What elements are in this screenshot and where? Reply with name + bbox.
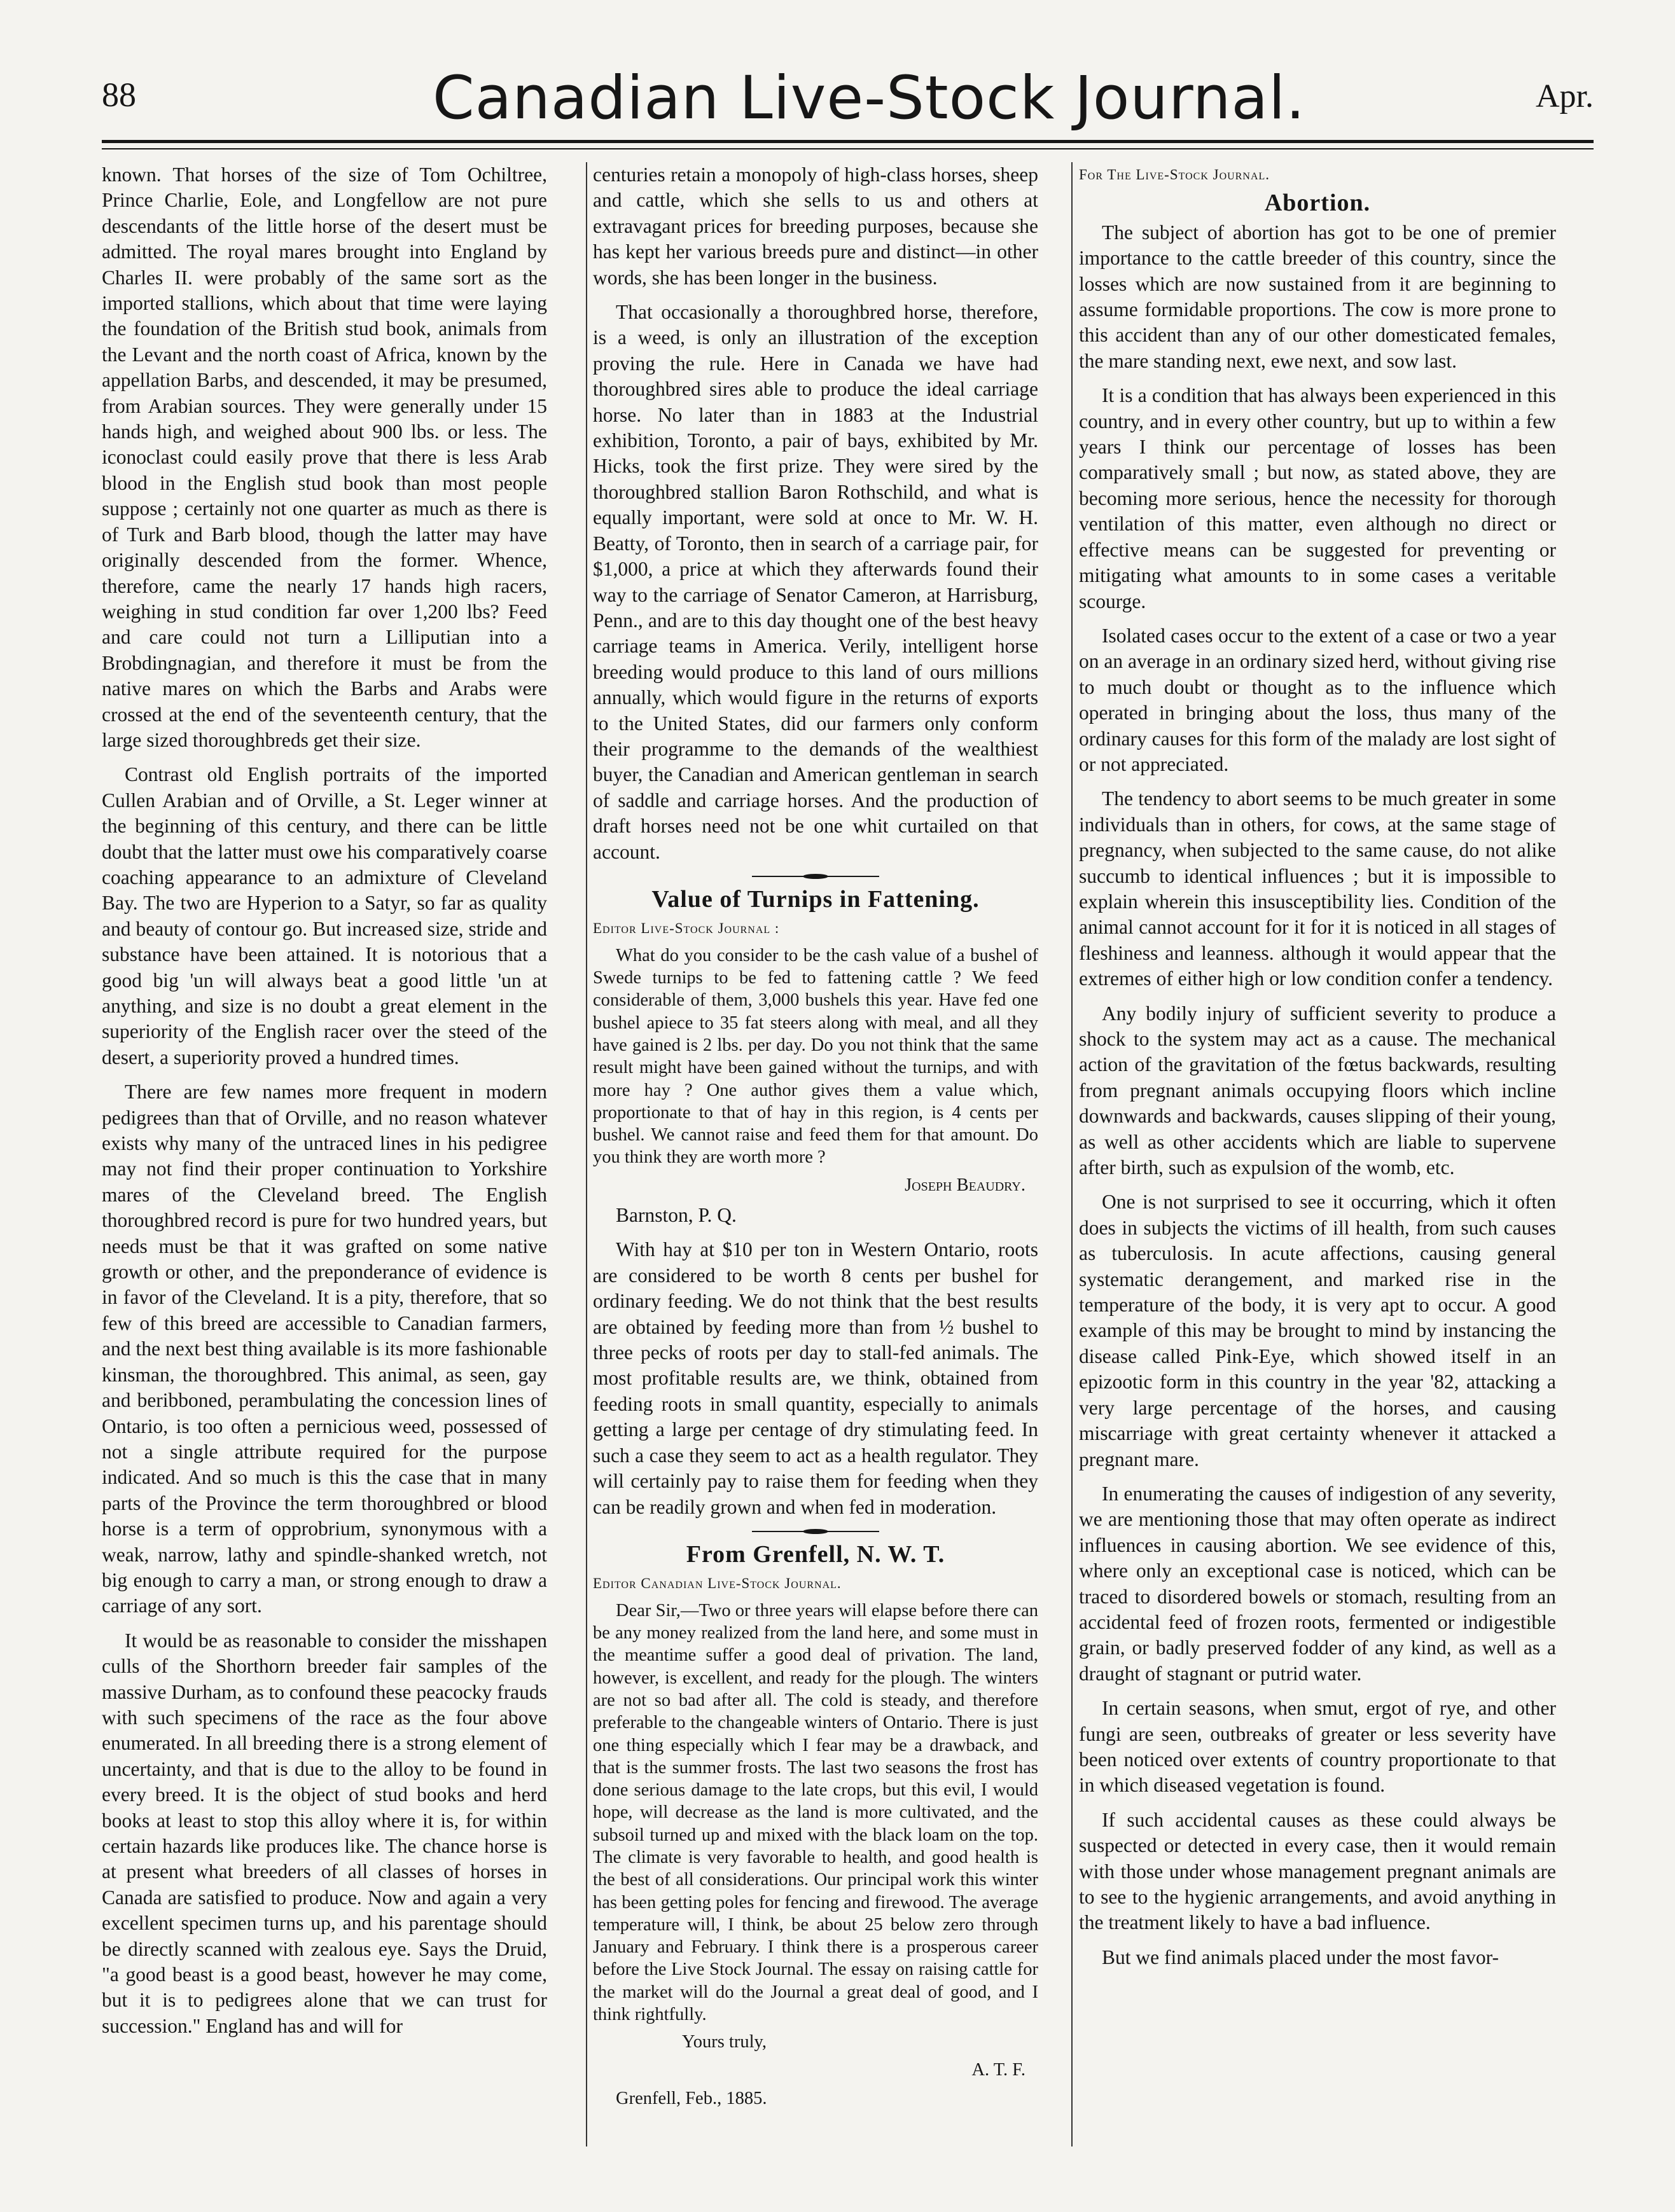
- paragraph: That occasionally a thoroughbred horse, therefore, is a weed, is only an illustration of the exception proving the rule. Here in Canada we have had thoroughbred sires able to produce the ideal carriage horse. No later than in 1883 at the Industrial exhibition, Toronto, a pair of bays, exhibited by Mr. Hicks, took the first prize. They were sired by the thoroughbred stallion Baron Rothschild, and what is equally important, were sold at once to Mr. W. H. Beatty, of Toronto, then in search of a carriage pair, for $1,000, a price at which they afterwards found their way to the carriage of Senator Cameron, at Harrisburg, Penn., and are to this day thought one of the best heavy carriage teams in America. Verily, intelligent horse breeding would produce to this land of ours millions annually, which would figure in the returns of exports to the United States, did our farmers only conform their programme to the demands of the wealthiest buyer, the Canadian and American gentleman in search of saddle and carriage horses. And the production of draft horses need not be one whit curtailed on that account.: [593, 301, 1038, 863]
- column-divider: [1071, 162, 1073, 2146]
- paragraph: With hay at $10 per ton in Western Ontario, roots are considered to be worth 8 cents per bushel for ordinary feeding. We do not think that the best results are obtained by feeding more than from ½ bushel to three pecks of roots per day to stall-fed animals. The most profitable results are, we think, obtained from feeding roots in small quantity, especially to animals getting a large per centage of dry stimulating feed. In such a case they seem to act as a health regulator. They will certainly pay to raise them for feeding when they can be readily grown and when fed in moderation.: [593, 1238, 1038, 1518]
- header-rule-thin: [102, 148, 1594, 149]
- paragraph: Contrast old English portraits of the imported Cullen Arabian and of Orville, a St. Leger winner at the beginning of this century, and there can be little doubt that the latter must owe his comparatively coarse coaching appearance to an admixture of Cleveland Bay. The two are Hyperion to a Satyr, so far as quality and beauty of contour go. But increased size, stride and substance have been attained. It is notorious that a good big 'un will always beat a good little 'un at anything, and size is no doubt a great element in the superiority of the English racer over the steed of the desert, a superiority proved a hundred times.: [102, 763, 547, 1068]
- article-byline: Editor Live-Stock Journal :: [593, 920, 780, 937]
- paragraph: There are few names more frequent in modern pedigrees than that of Orville, and no reason whatever exists why many of the untraced lines in his pedigree may not find their proper continuation to Yorkshire mares of the Cleveland breed. The English thoroughbred record is pure for two hundred years, but needs must be that it was grafted on some native growth or other, and the preponderance of evidence is in favor of the Cleveland. It is a pity, therefore, that so few of this breed are accessible to Canadian farmers, and the next best thing available is its more fashionable kinsman, the thoroughbred. This animal, as seen, gay and beribboned, perambulating the concession lines of Ontario, is too often a pernicious weed, possessed of not a single attribute required for the purpose indicated. And so much is this the case that in many parts of the Province the term thoroughbred or blood horse is a term of opprobrium, synonymous with a weak, narrow, lathy and spindle-shanked wretch, not big enough to carry a man, or strong enough to draw a carriage of any sort.: [102, 1081, 547, 1617]
- paragraph: One is not surprised to see it occurring, which it often does in subjects the victims of ill health, from such causes as tuberculosis. In acute affections, causing general systematic derangement, and marked rise in the temperature of the body, it is very apt to occur. A good example of this may be brought to mind by instancing the disease called Pink-Eye, which showed itself in an epizootic form in this country in the year '82, attacking a very large percentage of the horses, and causing miscarriage with great certainty whenever it attacked a pregnant mare.: [1079, 1191, 1556, 1470]
- column-2: [593, 162, 1038, 2197]
- letter-closing: Yours truly,: [682, 2032, 767, 2052]
- paragraph: In certain seasons, when smut, ergot of rye, and other fungi are seen, outbreaks of greater or less severity have been noticed over extents of country proportionate to that in which diseased vegetation is found.: [1079, 1697, 1556, 1797]
- paragraph: Isolated cases occur to the extent of a case or two a year on an average in an ordinary sized herd, without giving rise to much doubt or thought as to the influence which operated in bringing about the loss, thus many of the ordinary causes for this form of the malady are lost sight of or not appreciated.: [1079, 624, 1556, 775]
- article-byline: Editor Canadian Live-Stock Journal.: [593, 1575, 842, 1592]
- paragraph: centuries retain a monopoly of high-class horses, sheep and cattle, which she sells to us and others at extravagant prices for breeding purposes, because she has kept her various breeds pure and distinct—in other words, she has been longer in the business.: [593, 163, 1038, 289]
- header-rule: [102, 140, 1594, 143]
- paragraph: Dear Sir,—Two or three years will elapse before there can be any money realized from the land here, and some must in the meantime suffer a good deal of privation. The land, however, is excellent, and ready for the plough. The winters are not so bad after all. The cold is steady, and therefore preferable to the changeable winters of Ontario. There is just one thing especially which I fear may be a drawback, and that is the summer frosts. The last two seasons the frost has done serious damage to the late crops, but this evil, I would hope, will decrease as the land is more cultivated, and the subsoil turned up and mixed with the black loam on the top. The climate is very favorable to health, and good health is the best of all considerations. Our principal work this winter has been getting poles for fencing and firewood. The average temperature will, I think, be about 25 below zero through January and February. I think there is a prosperous career before the Live Stock Journal. The essay on raising cattle for the market will do the Journal a great deal of good, and I think rightfully.: [593, 1600, 1038, 2025]
- article-title-grenfell: From Grenfell, N. W. T.: [686, 1540, 945, 1568]
- column-1: [102, 162, 547, 2197]
- article-byline: For The Live-Stock Journal.: [1079, 167, 1270, 183]
- journal-title: Canadian Live-Stock Journal.: [433, 64, 1306, 133]
- page-number: 88: [102, 76, 136, 114]
- issue-month: Apr.: [1536, 78, 1594, 114]
- column-3: [1079, 162, 1556, 2197]
- article-title-abortion: Abortion.: [1264, 190, 1371, 217]
- article-title-turnips: Value of Turnips in Fattening.: [651, 885, 980, 913]
- letter-body: [593, 1600, 1038, 2110]
- section-divider: [752, 1529, 879, 1534]
- section-divider: [752, 874, 879, 879]
- letter-place: Grenfell, Feb., 1885.: [616, 2088, 767, 2108]
- paragraph: The tendency to abort seems to be much greater in some individuals than in others, for cows, at the same stage of pregnancy, when subjected to the same cause, do not alike succumb to identical influences ; but it is impossible to explain wherein this insusceptibility lies. Condition of the animal cannot account for it for it is noticed in all stages of fleshiness and leanness. although it would appear that the extremes of either high or low condition confer a tendency.: [1079, 787, 1556, 990]
- paragraph: But we find animals placed under the most favor-: [1102, 1946, 1499, 1968]
- paragraph: The subject of abortion has got to be one of premier importance to the cattle breeder of this country, since the losses which are now sustained from it are beginning to assume formidable proportions. The cow is more prone to this accident than any of our other domesticated females, the mare standing next, ewe next, and sow last.: [1079, 221, 1556, 372]
- paragraph: If such accidental causes as these could always be suspected or detected in every case, then it would remain with those under whose management pregnant animals are to see to the hygienic arrangements, and avoid anything in the treatment likely to have a bad influence.: [1079, 1808, 1556, 1934]
- page-header: [102, 64, 1594, 134]
- letter-signature: A. T. F.: [971, 2059, 1025, 2080]
- paragraph: What do you consider to be the cash value of a bushel of Swede turnips to be fed to fattening cattle ? We feed considerable of them, 3,000 bushels this year. Have fed one bushel apiece to 35 fat steers along with meal, and all they have gained is 2 lbs. per day. Do you not think that the same result might have been gained without the turnips, and with more hay ? One author gives them a value which, proportionate to that of hay in this region, is 4 cents per bushel. We cannot raise and feed them for that amount. Do you think they are worth more ?: [593, 945, 1038, 1168]
- paragraph: It would be as reasonable to consider the misshapen culls of the Shorthorn breeder fair samples of the massive Durham, as to confound these peacocky frauds with such specimens of the race as the four above enumerated. In all breeding there is a strong element of uncertainty, and that is due to the alloy to be found in every breed. It is the object of stud books and herd books at least to stop this alloy where it is, for within certain hazards like produces like. The chance horse is at present what breeders of all classes of horses in Canada are satisfied to produce. Now and again a very excellent specimen turns up, and his parentage should be directly scanned with zealous eye. Says the Druid, "a good beast is a good beast, however he may come, but it is to pedigrees alone that we can trust for succession." England has and will for: [102, 1629, 547, 2037]
- column-divider: [586, 162, 587, 2146]
- letter-place: Barnston, P. Q.: [616, 1204, 737, 1227]
- paragraph: In enumerating the causes of indigestion of any severity, we are mentioning those that may often operate as indirect influences in causing abortion. We see evidence of this, where only an exceptional case is noticed, which can be traced to disordered bowels or stomach, resulting from an accidental feed of frozen roots, fermented or indigestible grain, or badly preserved fodder of any kind, as well as a draught of stagnant or putrid water.: [1079, 1482, 1556, 1685]
- paragraph: known. That horses of the size of Tom Ochiltree, Prince Charlie, Eole, and Longfellow are not pure descendants of the little horse of the desert must be admitted. The royal mares brought into England by Charles II. were probably of the same sort as the imported stallions, which about that time were laying the foundation of the British stud book, animals from the Levant and the north coast of Africa, known by the appellation Barbs, and descended, it may be presumed, from Arabian sources. They were generally under 15 hands high, and weighed about 900 lbs. or less. The iconoclast could easily prove that there is less Arab blood in the English stud book than most people suppose ; certainly not one quarter as much as there is of Turk and Barb blood, though the latter may have originally descended from the former. Whence, therefore, came the nearly 17 hands high racers, weighing in stud condition far over 1,200 lbs? Feed and care could not turn a Lilliputian into a Brobdingnagian, and therefore it must be from the native mares on which the Barbs and Arabs were crossed at the end of the seventeenth century, that the large sized thoroughbreds get their size.: [102, 163, 547, 751]
- paragraph: Any bodily injury of sufficient severity to produce a shock to the system may act as a cause. The mechanical action of the gravitation of the fœtus backwards, resulting from pregnant animals occupying floors which incline downwards and backwards, causes slipping of their young, as well as other accidents which are liable to supervene after birth, such as expulsion of the womb, etc.: [1079, 1002, 1556, 1179]
- letter-signature: Joseph Beaudry.: [905, 1175, 1025, 1195]
- letter-body: [593, 944, 1038, 1196]
- paragraph: It is a condition that has always been experienced in this country, and in every other country, but up to within a few years I think our percentage of losses has been comparatively small ; but now, as stated above, they are becoming more serious, hence the necessity for thorough ventilation of this matter, even although no direct or effective means can be suggested for preventing or mitigating what amounts to in some cases a veritable scourge.: [1079, 384, 1556, 612]
